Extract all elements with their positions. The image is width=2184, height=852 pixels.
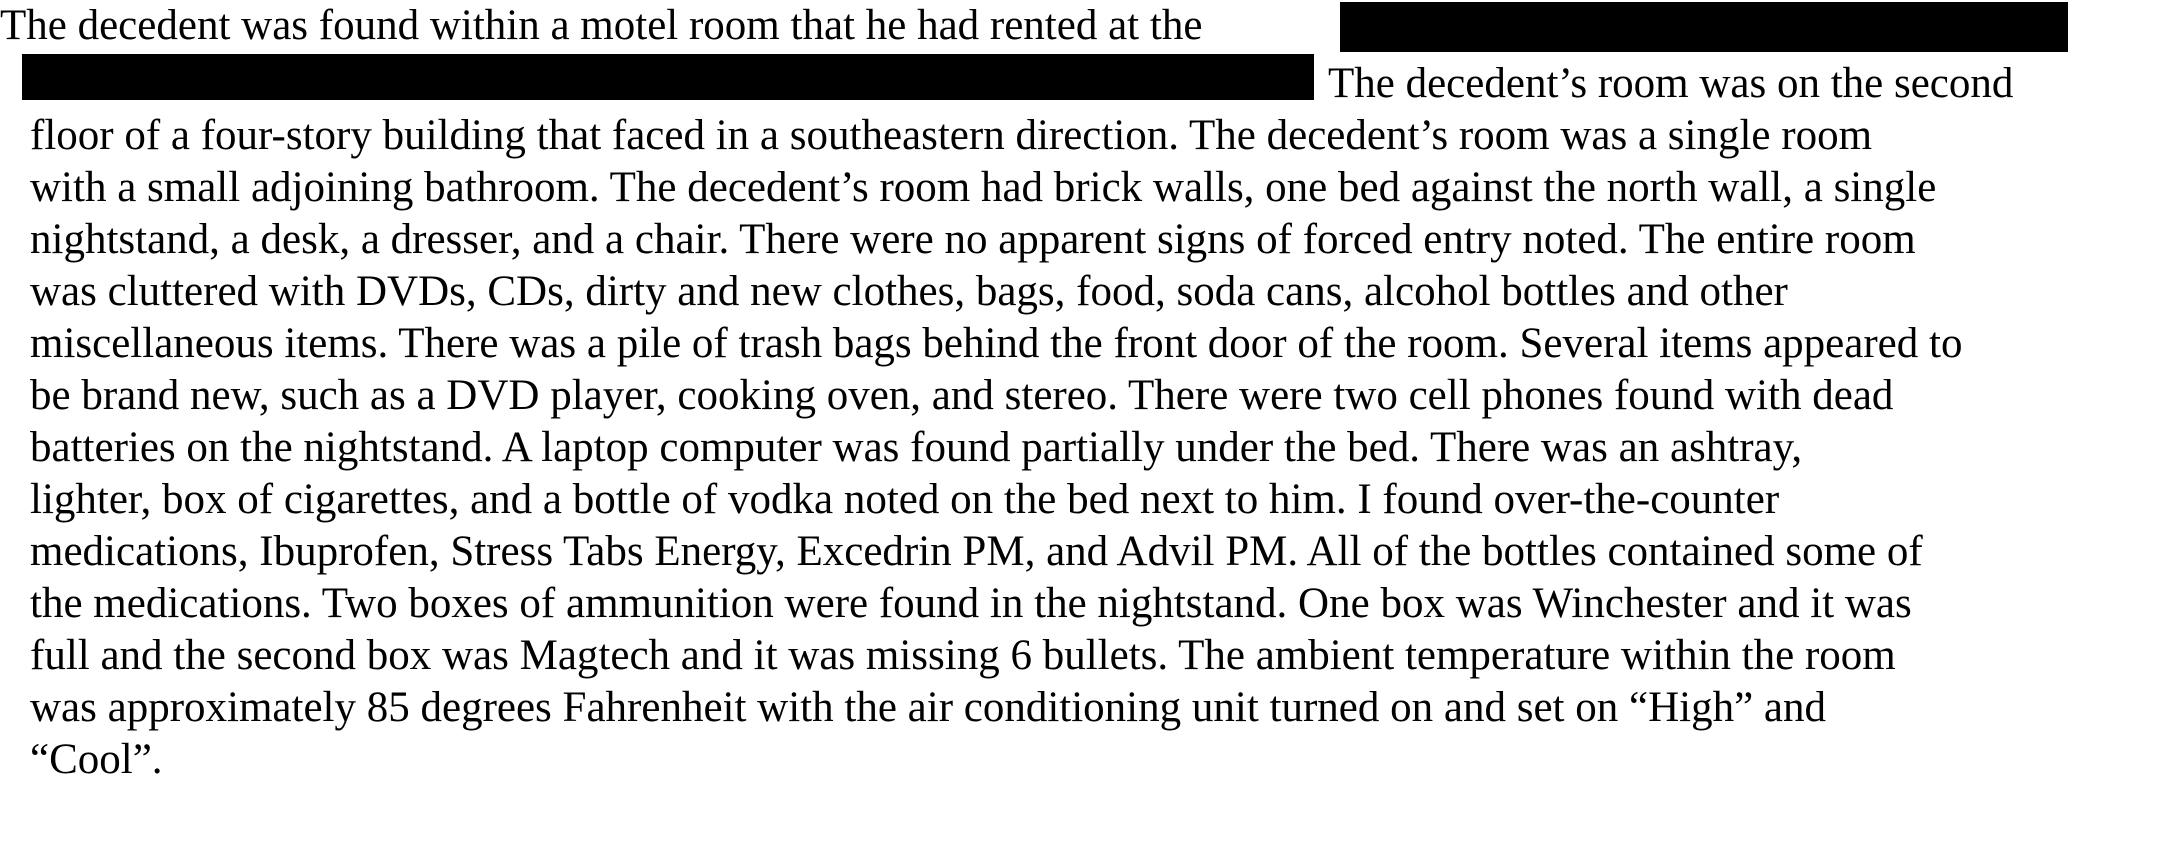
paragraph-line-9: batteries on the nightstand. A laptop computer was found partially under the bed. There was an ashtray, bbox=[30, 424, 1803, 471]
paragraph-line-7: miscellaneous items. There was a pile of trash bags behind the front door of the room. Several items appeared to bbox=[30, 320, 1963, 367]
redaction-block-2 bbox=[22, 54, 1314, 100]
paragraph-line-4: with a small adjoining bathroom. The decedent’s room had brick walls, one bed against the north wall, a single bbox=[30, 164, 1937, 211]
paragraph-line-15: “Cool”. bbox=[30, 736, 163, 783]
paragraph-line-8: be brand new, such as a DVD player, cooking oven, and stereo. There were two cell phones found with dead bbox=[30, 372, 1894, 419]
paragraph-line-11: medications, Ibuprofen, Stress Tabs Energy, Excedrin PM, and Advil PM. All of the bottles contained some of bbox=[30, 528, 1923, 575]
paragraph-line-14: was approximately 85 degrees Fahrenheit with the air conditioning unit turned on and set on “High” and bbox=[30, 684, 1826, 731]
paragraph-line-3: floor of a four-story building that faced in a southeastern direction. The decedent’s room was a single room bbox=[30, 112, 1873, 159]
paragraph-line-12: the medications. Two boxes of ammunition were found in the nightstand. One box was Winchester and it was bbox=[30, 580, 1912, 627]
paragraph-line-1: The decedent was found within a motel room that he had rented at the bbox=[0, 2, 1203, 49]
paragraph-line-2: The decedent’s room was on the second bbox=[1328, 60, 2014, 107]
paragraph-line-6: was cluttered with DVDs, CDs, dirty and new clothes, bags, food, soda cans, alcohol bottles and other bbox=[30, 268, 1788, 315]
paragraph-line-5: nightstand, a desk, a dresser, and a chair. There were no apparent signs of forced entry noted. The entire room bbox=[30, 216, 1916, 263]
paragraph-line-13: full and the second box was Magtech and it was missing 6 bullets. The ambient temperature within the room bbox=[30, 632, 1896, 679]
paragraph-line-10: lighter, box of cigarettes, and a bottle of vodka noted on the bed next to him. I found over-the-counter bbox=[30, 476, 1780, 523]
redaction-block-1 bbox=[1340, 2, 2068, 52]
